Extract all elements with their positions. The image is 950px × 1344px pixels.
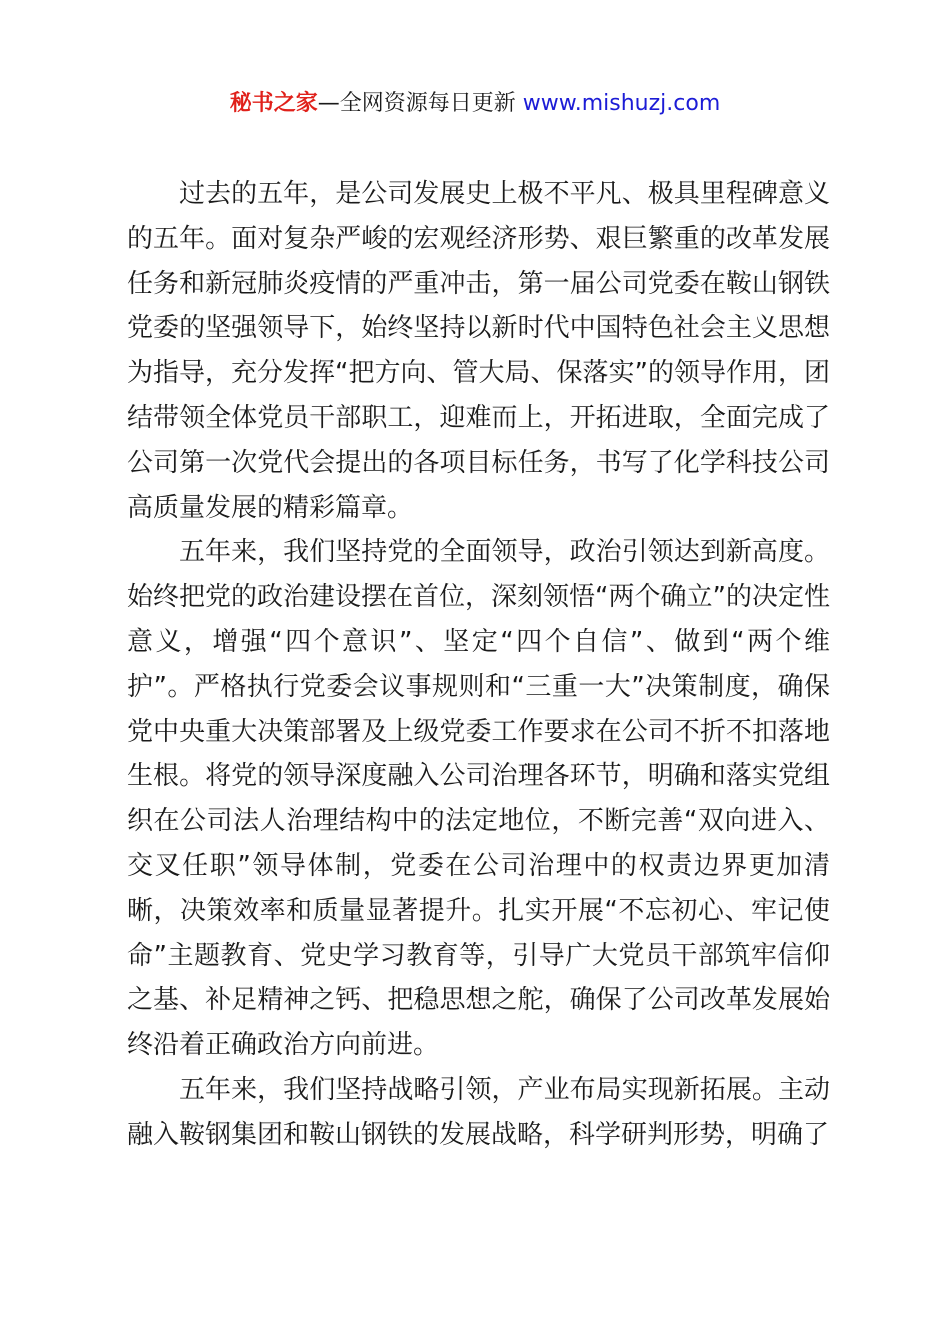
paragraph-1: 过去的五年，是公司发展史上极不平凡、极具里程碑意义的五年。面对复杂严峻的宏观经济形势、艰巨繁重的改革发展任务和新冠肺炎疫情的严重冲击，第一届公司党委在鞍山钢铁党委的坚强领导下，始终坚持以新时代中国特色社会主义思想为指导，充分发挥“把方向、管大局、保落实”的领导作用，团结带领全体党员干部职工，迎难而上，开拓进取，全面完成了公司第一次党代会提出的各项目标任务，书写了化学科技公司高质量发展的精彩篇章。 [127,179,830,523]
paragraph-3: 五年来，我们坚持战略引领，产业布局实现新拓展。主动融入鞍钢集团和鞍山钢铁的发展战略，科学研判形势，明确了 [127,1074,830,1150]
page-header [0,88,950,120]
site-url[interactable]: www.mishuzj.com [522,91,721,116]
header-slogan: —全网资源每日更新 [317,91,523,116]
paragraph-2: 五年来，我们坚持党的全面领导，政治引领达到新高度。始终把党的政治建设摆在首位，深刻领悟“两个确立”的决定性意义，增强“四个意识”、坚定“四个自信”、做到“两个维护”。严格执行党委会议事规则和“三重一大”决策制度，确保党中央重大决策部署及上级党委工作要求在公司不折不扣落地生根。将党的领导深度融入公司治理各环节，明确和落实党组织在公司法人治理结构中的法定地位，不断完善“双向进入、交叉任职”领导体制，党委在公司治理中的权责边界更加清晰，决策效率和质量显著提升。扎实开展“不忘初心、牢记使命”主题教育、党史学习教育等，引导广大党员干部筑牢信仰之基、补足精神之钙、把稳思想之舵，确保了公司改革发展始终沿着正确政治方向前进。 [127,537,830,1061]
document-body [127,172,830,1158]
brand-name: 秘书之家 [229,91,318,116]
